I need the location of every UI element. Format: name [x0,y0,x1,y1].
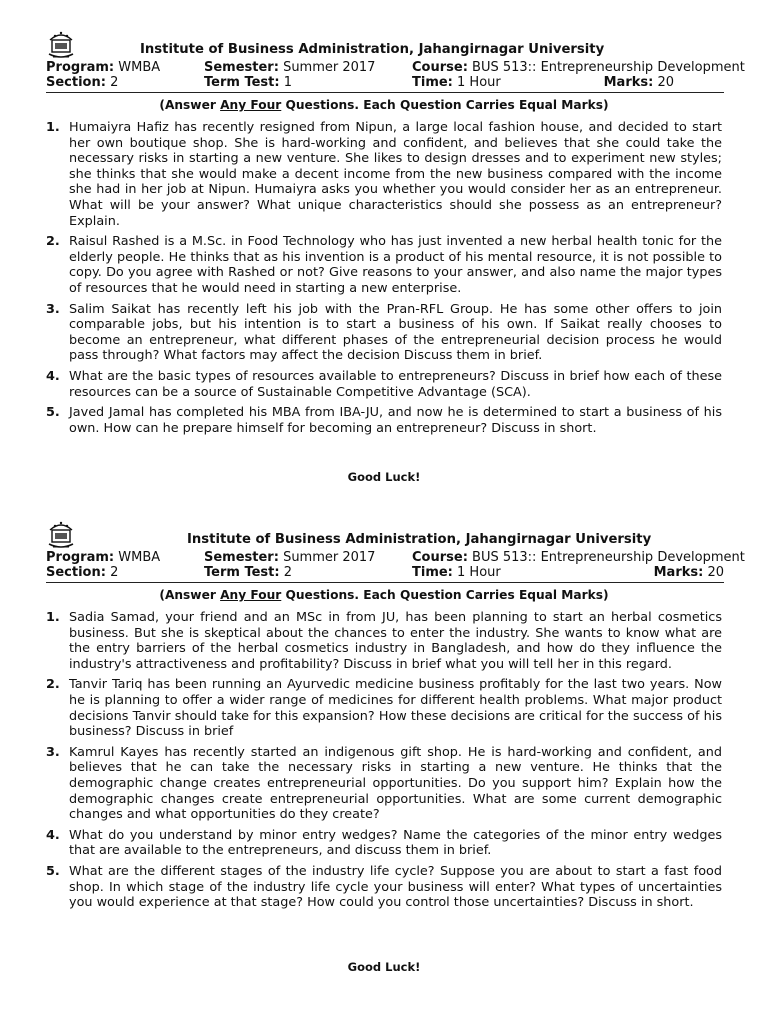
question-text: Javed Jamal has completed his MBA from IBA-JU, and now he is determined to start a business of his own. How can he prepare himself for becoming an entrepreneur? Discuss in short. [69,405,722,436]
question-item [46,369,722,400]
university-seal-icon [46,518,76,550]
time-field: Time: 1 Hour [412,75,501,90]
institute-title: Institute of Business Administration, Jahangirnagar University [187,532,652,547]
university-seal-icon [46,28,76,60]
question-text: Raisul Rashed is a M.Sc. in Food Technology who has just invented a new herbal health tonic for the elderly people. He thinks that as his invention is a product of his mental resource, it is not possible to copy. Do you agree with Rashed or not? Give reasons to your answer, and also name the major types of resources that he would need in starting a new enterprise. [69,234,722,296]
good-luck-text: Good Luck! [347,470,421,484]
exam-meta [46,60,745,90]
question-number: 1. [46,120,60,135]
question-number: 3. [46,744,60,760]
question-item [46,677,722,739]
question-item [46,302,722,364]
question-item [46,610,722,672]
question-text: Salim Saikat has recently left his job with the Pran-RFL Group. He has some other offers to join comparable jobs, but his intention is to start a business of his own. If Saikat really chooses to become an entrepreneur, what different phases of the entrepreneurial decision process he would pass through? What factors may affect the decision Discuss them in brief. [69,301,722,364]
term-test-field: Term Test: 1 [204,75,292,90]
exam-meta [46,550,745,580]
question-text: Tanvir Tariq has been running an Ayurvedic medicine business profitably for the last two years. Now he is planning to offer a wider range of medicines for different health problems. What major product decisions Tanvir should take for this expansion? How these decisions are critical for the success of his business? Discuss in brief [69,677,722,740]
meta-row-1 [46,550,745,565]
question-item [46,864,722,911]
question-number: 3. [46,301,60,317]
meta-row-2 [46,565,724,580]
program-field: Program: WMBA [46,550,161,565]
section-field: Section: 2 [46,75,119,90]
question-text: Sadia Samad, your friend and an MSc in from JU, has been planning to start an herbal cosmetics business. But she is skeptical about the chances to enter the industry. She wants to know what are the entry barriers of the herbal cosmetics industry in Bangladesh, and how do they influence the industry's attractiveness and profitability? Discuss in brief what you will tell her in this regard. [69,610,722,672]
question-number: 5. [46,863,60,879]
course-field: Course: BUS 513:: Entrepreneurship Development [412,550,745,565]
question-text: What do you understand by minor entry wedges? Name the categories of the minor entry wedges that are available to the entrepreneurs, and discuss them in brief. [69,827,722,859]
good-luck-text: Good Luck! [347,960,421,974]
question-text: Humaiyra Hafiz has recently resigned from Nipun, a large local fashion house, and decided to start her own boutique shop. She is hard-working and confident, and believes that she could take the necessary risks in starting a new venture. She likes to design dresses and to experiment new styles; she thinks that she would make a decent income from the new business compared with the income she had in her job at Nipun. Humaiyra asks you whether you would consider her as an entrepreneur. What will be your answer? What unique characteristics should she possess as an entrepreneur? Explain. [69,120,722,229]
question-text: What are the basic types of resources available to entrepreneurs? Discuss in brief how each of these resources can be a source of Sustainable Competitive Advantage (SCA). [69,368,722,400]
question-text: What are the different stages of the industry life cycle? Suppose you are about to start a fast food shop. In which stage of the industry life cycle your business will enter? What types of uncertainties you would experience at that stage? How could you control those uncertainties? Discuss in short. [69,863,722,911]
meta-row-2 [46,75,724,90]
question-item [46,405,722,436]
question-item [46,745,722,823]
question-item [46,234,722,296]
answer-instruction: (Answer Any Four Questions. Each Question Carries Equal Marks) [159,588,609,602]
question-number: 4. [46,368,60,384]
marks-field: Marks: 20 [653,565,724,580]
question-number: 1. [46,610,60,625]
term-test-field: Term Test: 2 [204,565,292,580]
answer-instruction: (Answer Any Four Questions. Each Question Carries Equal Marks) [159,98,609,112]
course-field: Course: BUS 513:: Entrepreneurship Development [412,60,745,75]
semester-field: Semester: Summer 2017 [204,550,376,565]
meta-row-1 [46,60,745,75]
institute-title: Institute of Business Administration, Jahangirnagar University [140,42,605,57]
time-field: Time: 1 Hour [412,565,501,580]
question-number: 2. [46,677,60,693]
question-number: 5. [46,405,60,421]
section-field: Section: 2 [46,565,119,580]
semester-field: Semester: Summer 2017 [204,60,376,75]
header-divider [46,582,724,583]
question-list [46,610,722,916]
header-divider [46,92,724,93]
program-field: Program: WMBA [46,60,161,75]
marks-field: Marks: 20 [603,75,674,90]
question-list [46,120,722,441]
question-item [46,120,722,229]
question-number: 4. [46,827,60,843]
question-text: Kamrul Kayes has recently started an indigenous gift shop. He is hard-working and confident, and believes that he can take the necessary risks in starting a new venture. He thinks that the demographic change creates entrepreneurial opportunities. Do you support him? Explain how the demographic changes create entrepreneurial opportunities. What are some current demographic changes and what opportunities do they create? [69,744,722,823]
question-number: 2. [46,234,60,250]
question-item [46,828,722,859]
